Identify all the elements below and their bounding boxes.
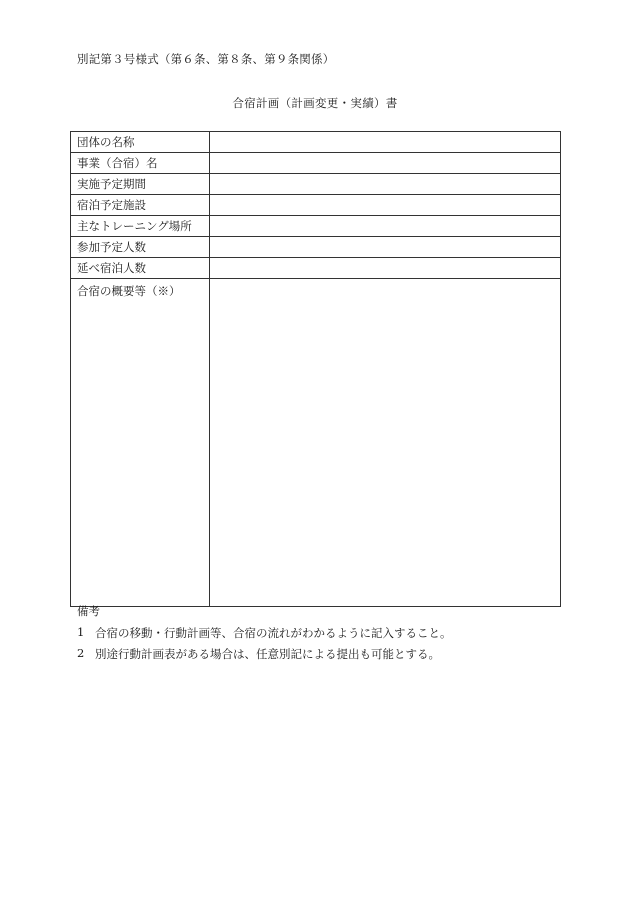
document-title: 合宿計画（計画変更・実績）書 xyxy=(232,96,398,110)
note-text: 合宿の移動・行動計画等、合宿の流れがわかるように記入すること。 xyxy=(95,626,452,640)
row-overview xyxy=(71,279,561,607)
row-value-field[interactable] xyxy=(210,237,561,258)
row-label: 参加予定人数 xyxy=(71,237,210,258)
row-label: 主なトレーニング場所 xyxy=(71,216,210,237)
row-label: 実施予定期間 xyxy=(71,174,210,195)
row-planned-lodging xyxy=(71,195,561,216)
note-text: 別途行動計画表がある場合は、任意別記による提出も可能とする。 xyxy=(95,647,440,661)
form-reference: 別記第３号様式（第６条、第８条、第９条関係） xyxy=(77,52,335,66)
note-item xyxy=(77,646,452,662)
row-label: 延べ宿泊人数 xyxy=(71,258,210,279)
row-value-field[interactable] xyxy=(210,153,561,174)
row-total-nights xyxy=(71,258,561,279)
row-label: 事業（合宿）名 xyxy=(71,153,210,174)
row-value-field[interactable] xyxy=(210,174,561,195)
row-value-field[interactable] xyxy=(210,195,561,216)
application-form-table xyxy=(70,131,561,607)
row-value-field[interactable] xyxy=(210,279,561,607)
note-number: 2 xyxy=(77,646,85,660)
row-event-name xyxy=(71,153,561,174)
row-value-field[interactable] xyxy=(210,216,561,237)
row-label: 団体の名称 xyxy=(71,132,210,153)
row-planned-period xyxy=(71,174,561,195)
note-item xyxy=(77,625,452,641)
row-label: 合宿の概要等（※） xyxy=(71,279,210,607)
notes-heading: 備考 xyxy=(77,604,100,618)
row-training-location xyxy=(71,216,561,237)
row-organization-name xyxy=(71,132,561,153)
row-value-field[interactable] xyxy=(210,258,561,279)
row-value-field[interactable] xyxy=(210,132,561,153)
note-number: 1 xyxy=(77,625,85,639)
notes-section xyxy=(77,603,452,667)
row-participant-count xyxy=(71,237,561,258)
row-label: 宿泊予定施設 xyxy=(71,195,210,216)
